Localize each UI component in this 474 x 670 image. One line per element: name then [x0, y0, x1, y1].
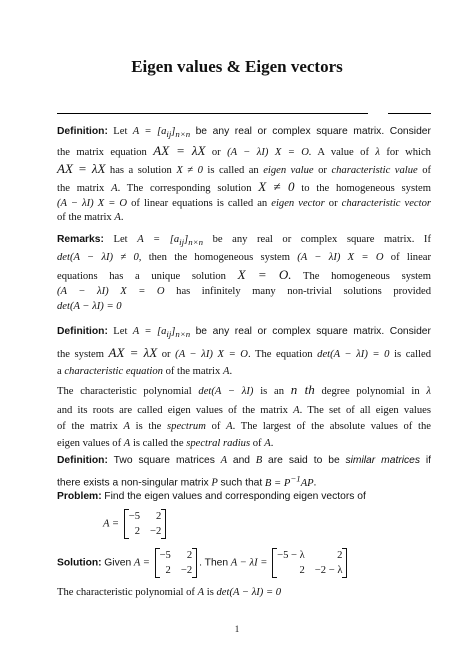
def3-line2: there exists a non-singular matrix P such that $B = P^{-1}AP$. — [57, 473, 317, 489]
solution-final-line: The characteristic polynomial of A is det(A − λI) = 0 — [57, 587, 282, 598]
def2-line3: a characteristic equation of the matrix A. — [57, 366, 233, 377]
def2-line7: eigen values of A is called the spectral radius of A. — [57, 438, 274, 449]
remarks-line4: (A − λI) X = O has infinitely many non-trivial solutions provided — [57, 286, 431, 297]
def2-line6: of the matrix A is the spectrum of A. The largest of the absolute values of the — [57, 421, 431, 432]
page-title: Eigen values & Eigen vectors — [131, 57, 343, 76]
def3-line1: Definition: Two square matrices A and B are said to be similar matrices if — [57, 455, 431, 466]
solution-matrix: −5 2 2 −2 — [155, 548, 198, 578]
def1-line6: of the matrix A. — [57, 212, 124, 223]
definition-label: Definition: — [57, 455, 108, 466]
def2-line1: Definition: Let $A = [a_{ij}]_{n\times n}$ be any real or complex square matrix. Consider — [57, 326, 431, 340]
def1-line5: (A − λI) X = O of linear equations is called an eigen vector or characteristic vector — [57, 198, 431, 209]
remarks-line1: Remarks: Let $A = [a_{ij}]_{n\times n}$ be any real or complex square matrix. If — [57, 234, 431, 248]
def2-line5: and its roots are called eigen values of the matrix A. The set of all eigen values — [57, 405, 431, 416]
remarks-line5: det(A − λI) = 0 — [57, 301, 122, 312]
problem-matrix: −5 2 2 −2 — [124, 509, 167, 539]
def1-line4: the matrix A. The corresponding solution X ≠ 0 to the homogeneous system — [57, 179, 431, 194]
title-rule-short — [388, 113, 431, 114]
definition-label: Definition: — [57, 126, 108, 137]
problem-matrix-expr: A = −5 2 2 −2 — [103, 509, 203, 539]
solution-matrix-lambda: −5 − λ 2 2 −2 − λ — [272, 548, 347, 578]
remarks-line2: det(A − λI) ≠ 0, then the homogeneous system (A − λI) X = O of linear — [57, 252, 431, 263]
def2-line4: The characteristic polynomial det(A − λI) is an n th degree polynomial in λ — [57, 382, 432, 397]
def1-line2: the matrix equation AX = λX or (A − λI) X = O. A value of λ for which — [57, 143, 431, 158]
solution-line: Solution: Given A = −5 2 2 −2 . Then A − λI = −5 − λ 2 2 −2 − λ — [57, 548, 431, 578]
title-rule-long — [57, 113, 368, 114]
solution-label: Solution: — [57, 557, 102, 569]
problem-label: Problem: — [57, 491, 102, 502]
def2-line2: the system AX = λX or (A − λI) X = O. The equation det(A − λI) = 0 is called — [57, 345, 432, 360]
problem-line: Problem: Find the eigen values and corresponding eigen vectors of — [57, 491, 366, 502]
remarks-line3: equations has a unique solution X = O. The homogeneous system — [57, 267, 432, 282]
definition-label: Definition: — [57, 326, 108, 337]
remarks-label: Remarks: — [57, 234, 104, 245]
def1-line3: AX = λX has a solution X ≠ 0 is called an eigen value or characteristic value of — [57, 161, 432, 176]
page-number: 1 — [234, 624, 240, 634]
def1-line1: Definition: Let $A = [a_{ij}]_{n\times n}$ be any real or complex square matrix. Consider — [57, 126, 431, 140]
